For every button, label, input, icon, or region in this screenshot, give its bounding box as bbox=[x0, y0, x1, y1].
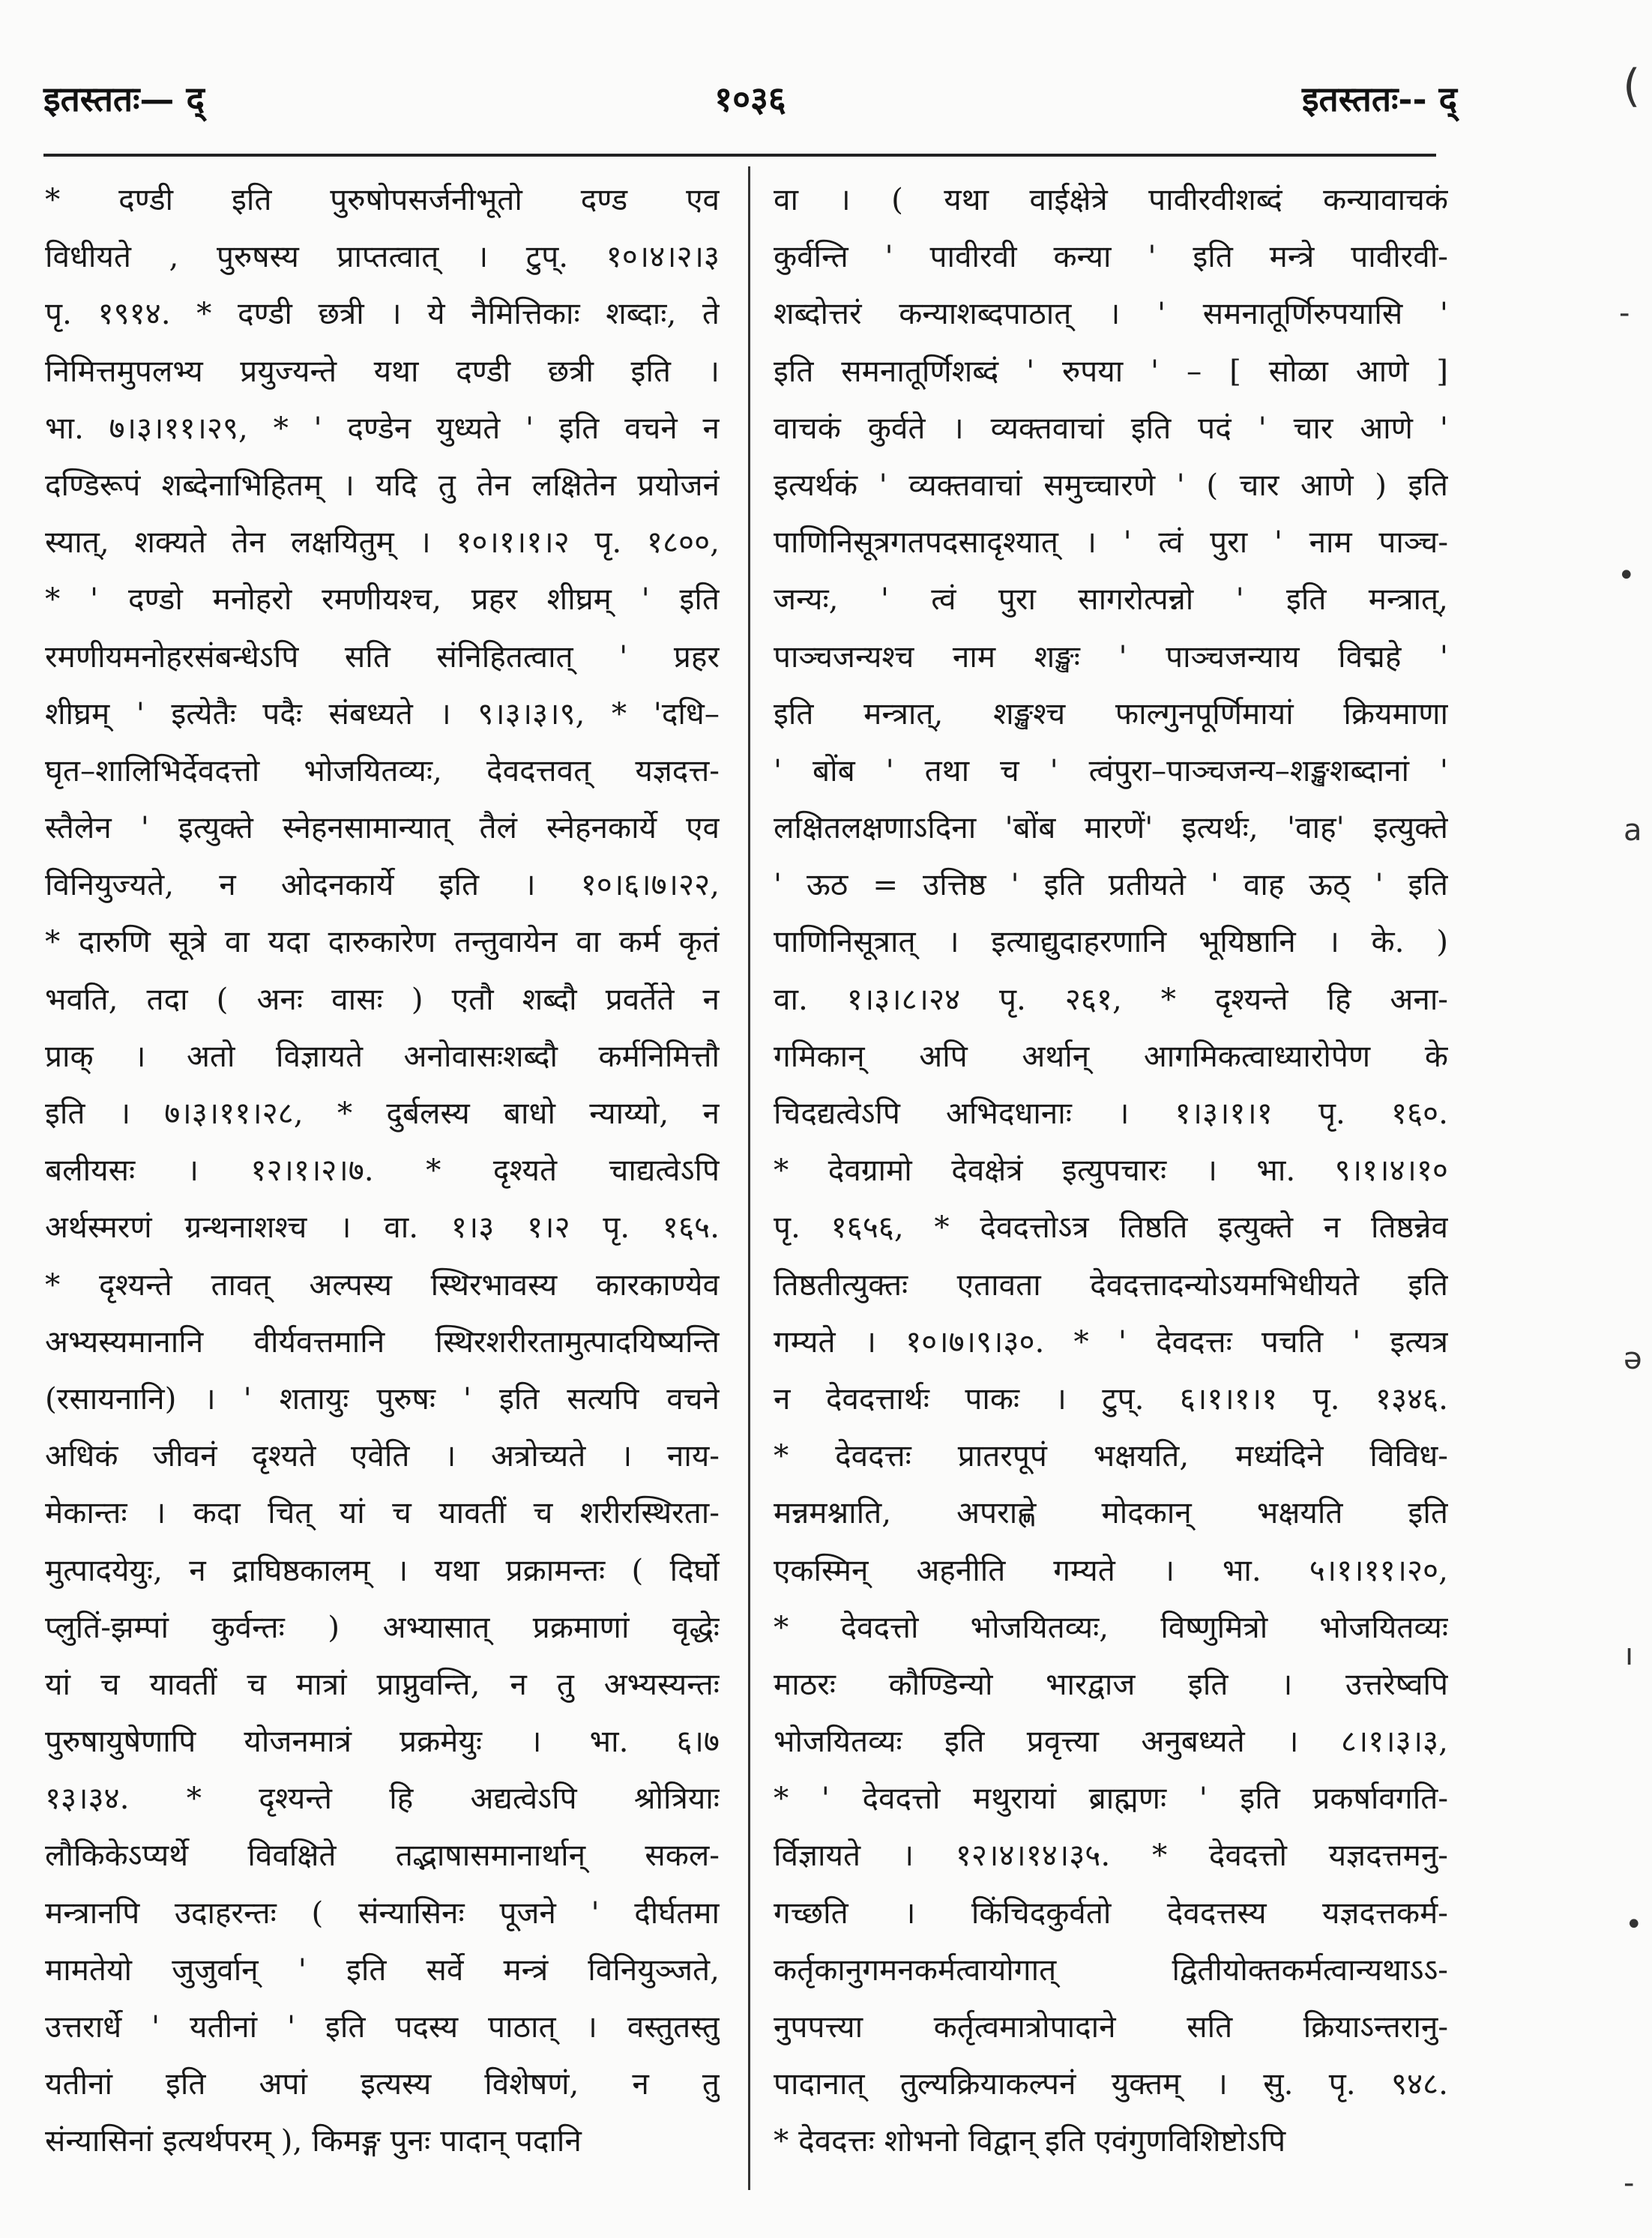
margin-dot-mark: ı bbox=[1625, 1638, 1634, 1672]
text-line: स्यात्, शक्यते तेन लक्षयितुम् । १०।१।१।२ पृ. १८००, bbox=[45, 524, 720, 561]
text-line: माठरः कौण्डिन्यो भारद्वाज इति । उत्तरेष्वपि bbox=[774, 1665, 1448, 1702]
text-line: अर्थस्मरणं ग्रन्थनाशश्च । वा. १।३ १।२ पृ. १६५. bbox=[45, 1209, 720, 1246]
text-line: बलीयसः । १२।१।२।७. * दृश्यते चाद्यत्वेऽपि bbox=[45, 1152, 720, 1189]
text-line: यां च यावतीं च मात्रां प्राप्नुवन्ति, न तु अभ्यस्यन्तः bbox=[45, 1665, 720, 1702]
text-line: * दण्डी इति पुरुषोपसर्जनीभूतो दण्ड एव bbox=[45, 181, 720, 217]
text-line: * देवदत्तः प्रातरपूपं भक्षयति, मध्यंदिने विविध- bbox=[774, 1438, 1448, 1474]
text-line: पुरुषायुषेणापि योजनमात्रं प्रक्रमेयुः । भा. ६।७ bbox=[45, 1723, 720, 1760]
text-line: न देवदत्तार्थः पाकः । टुप्. ६।१।१।१ पृ. १३४६. bbox=[774, 1380, 1448, 1417]
header-rule bbox=[43, 154, 1436, 157]
text-line: अभ्यस्यमानानि वीर्यवत्तमानि स्थिरशरीरतामुत्पादयिष्यन्ति bbox=[45, 1323, 720, 1360]
text-line: रमणीयमनोहरसंबन्धेऽपि सति संनिहितत्वात् ' प्रहर bbox=[45, 638, 720, 675]
text-line: उत्तरार्धे ' यतीनां ' इति पदस्य पाठात् । वस्तुतस्तु bbox=[45, 2009, 720, 2045]
text-line: जन्यः, ' त्वं पुरा सागरोत्पन्नो ' इति मन्त्रात्, bbox=[774, 581, 1448, 618]
text-line: वा । ( यथा वाईक्षेत्रे पावीरवीशब्दं कन्यावाचकं bbox=[774, 181, 1448, 217]
text-line: १३।३४. * दृश्यन्ते हि अद्यत्वेऽपि श्रोत्रियाः bbox=[45, 1780, 720, 1817]
margin-dot-mark: - bbox=[1624, 2166, 1635, 2201]
text-line: (रसायनानि) । ' शतायुः पुरुषः ' इति सत्यपि वचने bbox=[45, 1380, 720, 1417]
margin-dot-mark: • bbox=[1625, 1907, 1643, 1942]
text-line: इत्यर्थकं ' व्यक्तवाचां समुच्चारणे ' ( चार आणे ) इति bbox=[774, 466, 1448, 503]
text-line: निमित्तमुपलभ्य प्रयुज्यन्ते यथा दण्डी छत्री इति । bbox=[45, 352, 720, 389]
text-line: पृ. १९१४. * दण्डी छत्री । ये नैमित्तिकाः शब्दाः, ते bbox=[45, 295, 720, 332]
text-line: प्राक् । अतो विज्ञायते अनोवासःशब्दौ कर्मनिमित्तौ bbox=[45, 1037, 720, 1074]
text-line: तिष्ठतीत्युक्तः एतावता देवदत्तादन्योऽयमभिधीयते इति bbox=[774, 1266, 1448, 1303]
text-line: ' बोंब ' तथा च ' त्वंपुरा–पाञ्चजन्य–शङ्खशब्दानां ' bbox=[774, 752, 1448, 788]
text-line: पादानात् तुल्यक्रियाकल्पनं युक्तम् । सु. पृ. ९४८. bbox=[774, 2066, 1448, 2102]
text-line: चिदद्यत्वेऽपि अभिदधानाः । १।३।१।१ पृ. १६०. bbox=[774, 1095, 1448, 1131]
text-line: गम्यते । १०।७।९।३०. * ' देवदत्तः पचति ' इत्यत्र bbox=[774, 1323, 1448, 1360]
text-line: मामतेयो जुजुर्वान् ' इति सर्वे मन्त्रं विनियुञ्जते, bbox=[45, 1951, 720, 1988]
text-line: * देवदत्तो भोजयितव्यः, विष्णुमित्रो भोजयितव्यः bbox=[774, 1608, 1448, 1645]
text-line: कर्तृकानुगमनकर्मत्वायोगात् द्वितीयोक्तकर्मत्वान्यथाऽऽ- bbox=[774, 1951, 1448, 1988]
text-line: संन्यासिनां इत्यर्थपरम् ), किमङ्ग पुनः पादान् पदानि bbox=[45, 2123, 582, 2159]
running-header bbox=[43, 75, 1457, 129]
margin-bracket-mark: ( bbox=[1623, 60, 1641, 112]
text-line: पृ. १६५६, * देवदत्तोऽत्र तिष्ठति इत्युक्ते न तिष्ठन्नेव bbox=[774, 1209, 1448, 1246]
text-line: इति समनातूर्णिशब्दं ' रुपया ' – [ सोळा आणे ] bbox=[774, 352, 1448, 389]
text-line: मुत्पादयेयुः, न द्राघिष्ठकालम् । यथा प्रक्रामन्तः ( दिर्घो bbox=[45, 1551, 720, 1588]
column-divider bbox=[748, 166, 750, 2190]
text-line: घृत–शालिभिर्देवदत्तो भोजयितव्यः, देवदत्तवत् यज्ञदत्त- bbox=[45, 752, 720, 788]
text-line: प्लुतिं-झम्पां कुर्वन्तः ) अभ्यासात् प्रक्रमाणां वृद्धेः bbox=[45, 1608, 720, 1645]
text-line: * दारुणि सूत्रे वा यदा दारुकारेण तन्तुवायेन वा कर्म कृतं bbox=[45, 923, 720, 960]
left-column bbox=[45, 171, 720, 2170]
text-line: * देवग्रामो देवक्षेत्रं इत्युपचारः । भा. ९।१।४।१० bbox=[774, 1152, 1448, 1189]
text-line: इति मन्त्रात्, शङ्खश्च फाल्गुनपूर्णिमायां क्रियमाणा bbox=[774, 695, 1448, 732]
text-line: यतीनां इति अपां इत्यस्य विशेषणं, न तु bbox=[45, 2066, 720, 2102]
text-line: गमिकान् अपि अर्थान् आगमिकत्वाध्यारोपेण के bbox=[774, 1037, 1448, 1074]
margin-letter-schwa: ə bbox=[1624, 1342, 1642, 1376]
text-line: * ' दण्डो मनोहरो रमणीयश्च, प्रहर शीघ्रम् ' इति bbox=[45, 581, 720, 618]
header-left-catchword: इतस्ततः— द् bbox=[43, 79, 205, 119]
text-line: गच्छति । किंचिदकुर्वतो देवदत्तस्य यज्ञदत्तकर्म- bbox=[774, 1894, 1448, 1931]
text-line: * दृश्यन्ते तावत् अल्पस्य स्थिरभावस्य कारकाण्येव bbox=[45, 1266, 720, 1303]
text-line: * ' देवदत्तो मथुरायां ब्राह्मणः ' इति प्रकर्षावगति- bbox=[774, 1780, 1448, 1817]
text-line: वाचकं कुर्वते । व्यक्तवाचां इति पदं ' चार आणे ' bbox=[774, 409, 1448, 446]
header-right-catchword: इतस्ततः-- द् bbox=[1301, 79, 1457, 119]
text-line: ' ऊठ = उत्तिष्ठ ' इति प्रतीयते ' वाह ऊठ् ' इति bbox=[774, 866, 1448, 903]
text-line: मेकान्तः । कदा चित् यां च यावतीं च शरीरस्थिरता- bbox=[45, 1494, 720, 1531]
text-line: र्विज्ञायते । १२।४।१४।३५. * देवदत्तो यज्ञदत्तमनु- bbox=[774, 1837, 1448, 1874]
margin-dot-mark: - bbox=[1619, 296, 1630, 331]
text-line: पाणिनिसूत्रात् । इत्याद्युदाहरणानि भूयिष्ठानि । के. ) bbox=[774, 923, 1448, 960]
text-line: मन्नमश्नाति, अपराह्णे मोदकान् भक्षयति इति bbox=[774, 1494, 1448, 1531]
margin-letter-a: a bbox=[1624, 813, 1642, 848]
text-line: दण्डिरूपं शब्देनाभिहितम् । यदि तु तेन लक्षितेन प्रयोजनं bbox=[45, 466, 720, 503]
text-line: वा. १।३।८।२४ पृ. २६१, * दृश्यन्ते हि अना- bbox=[774, 980, 1448, 1017]
text-line: मन्त्रानपि उदाहरन्तः ( संन्यासिनः पूजने ' दीर्घतमा bbox=[45, 1894, 720, 1931]
text-line: पाणिनिसूत्रगतपदसादृश्यात् । ' त्वं पुरा ' नाम पाञ्च- bbox=[774, 524, 1448, 561]
page-number: १०३६ bbox=[714, 79, 786, 119]
text-line: भोजयितव्यः इति प्रवृत्त्या अनुबध्यते । ८।१।३।३, bbox=[774, 1723, 1448, 1760]
text-line: लक्षितलक्षणाऽदिना 'बोंब मारणें' इत्यर्थः, 'वाह' इत्युक्ते bbox=[774, 809, 1448, 846]
text-line: भवति, तदा ( अनः वासः ) एतौ शब्दौ प्रवर्तेते न bbox=[45, 980, 720, 1017]
text-line: भा. ७।३।११।२९, * ' दण्डेन युध्यते ' इति वचने न bbox=[45, 409, 720, 446]
text-line: शीघ्रम् ' इत्येतैः पदैः संबध्यते । ९।३।३।९, * 'दधि– bbox=[45, 695, 720, 732]
text-line: * देवदत्तः शोभनो विद्वान् इति एवंगुणविशिष्टोऽपि bbox=[774, 2123, 1286, 2159]
text-line: स्तैलेन ' इत्युक्ते स्नेहनसामान्यात् तैलं स्नेहनकार्ये एव bbox=[45, 809, 720, 846]
text-line: कुर्वन्ति ' पावीरवी कन्या ' इति मन्त्रे पावीरवी- bbox=[774, 238, 1448, 275]
text-line: लौकिकेऽप्यर्थे विवक्षिते तद्भाषासमानार्थान् सकल- bbox=[45, 1837, 720, 1874]
text-line: शब्दोत्तरं कन्याशब्दपाठात् । ' समनातूर्णिरुपयासि ' bbox=[774, 295, 1448, 332]
text-line: पाञ्चजन्यश्च नाम शङ्खः ' पाञ्चजन्याय विद्महे ' bbox=[774, 638, 1448, 675]
right-column bbox=[774, 171, 1448, 2170]
margin-dot-mark: • bbox=[1618, 558, 1636, 593]
text-line: अधिकं जीवनं दृश्यते एवेति । अत्रोच्यते । नाय- bbox=[45, 1438, 720, 1474]
text-line: विनियुज्यते, न ओदनकार्ये इति । १०।६।७।२२, bbox=[45, 866, 720, 903]
text-line: एकस्मिन् अहनीति गम्यते । भा. ५।१।११।२०, bbox=[774, 1551, 1448, 1588]
text-line: विधीयते , पुरुषस्य प्राप्तत्वात् । टुप्. १०।४।२।३ bbox=[45, 238, 720, 275]
text-line: इति । ७।३।११।२८, * दुर्बलस्य बाधो न्याय्यो, न bbox=[45, 1095, 720, 1131]
text-line: नुपपत्त्या कर्तृत्वमात्रोपादाने सति क्रियाऽन्तरानु- bbox=[774, 2009, 1448, 2045]
